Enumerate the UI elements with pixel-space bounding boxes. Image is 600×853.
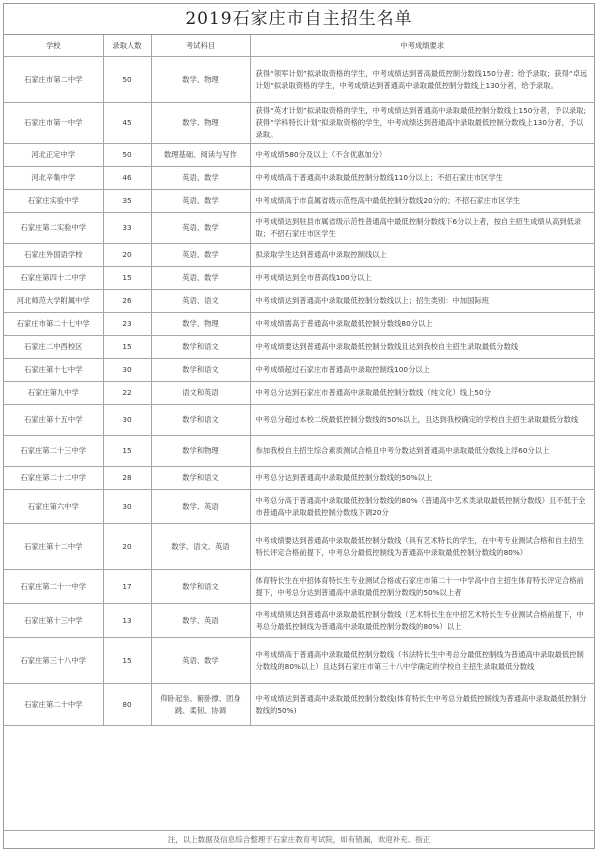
- count-cell: 15: [103, 267, 151, 290]
- table-row: [4, 144, 594, 167]
- table-row: [4, 57, 594, 103]
- school-cell: 石家庄第四十二中学: [4, 267, 103, 290]
- count-cell: 15: [103, 436, 151, 467]
- school-cell: 河北正定中学: [4, 144, 103, 167]
- count-cell: 30: [103, 405, 151, 436]
- count-cell: 30: [103, 490, 151, 524]
- count-cell: 17: [103, 570, 151, 604]
- table-row: [4, 103, 594, 144]
- subjects-cell: 英语、数学: [151, 267, 250, 290]
- admission-table: [4, 35, 594, 726]
- subjects-cell: 数学和物理: [151, 436, 250, 467]
- table-row: [4, 213, 594, 244]
- school-cell: 石家庄市第二中学: [4, 57, 103, 103]
- requirement-cell: 中考成绩须达到普通高中录取最低控制分数线（艺术特长生在中招艺术特长生专业测试合格前提下，中考总分最低控制线为普通高中录取最低控制分数线的80%）以上: [250, 604, 594, 638]
- subjects-cell: 数学和语文: [151, 405, 250, 436]
- header-row: [4, 35, 594, 57]
- requirement-cell: 中考成绩580分及以上（不含优惠加分）: [250, 144, 594, 167]
- count-cell: 50: [103, 57, 151, 103]
- count-cell: 26: [103, 290, 151, 313]
- subjects-cell: 数学和语文: [151, 359, 250, 382]
- admission-table-frame: [3, 3, 595, 849]
- footnote: 注，以上数据及信息综合整理于石家庄教育考试院，如有错漏，欢迎补充、指正: [4, 830, 594, 848]
- subjects-cell: 数学、英语: [151, 490, 250, 524]
- subjects-cell: 数学、物理: [151, 313, 250, 336]
- count-cell: 35: [103, 190, 151, 213]
- school-cell: 石家庄第二十一中学: [4, 570, 103, 604]
- count-cell: 13: [103, 604, 151, 638]
- table-row: [4, 570, 594, 604]
- requirement-cell: 中考成绩要达到普通高中录取最低控制分数线且达到我校自主招生录取最低分数线: [250, 336, 594, 359]
- school-cell: 石家庄市第一中学: [4, 103, 103, 144]
- table-row: [4, 684, 594, 726]
- school-cell: 石家庄二中西校区: [4, 336, 103, 359]
- count-cell: 22: [103, 382, 151, 405]
- school-cell: 石家庄第二实验中学: [4, 213, 103, 244]
- table-row: [4, 190, 594, 213]
- school-cell: 石家庄第十五中学: [4, 405, 103, 436]
- subjects-cell: 数学和语文: [151, 570, 250, 604]
- requirement-cell: 拟录取学生达到普通高中录取控制线以上: [250, 244, 594, 267]
- school-cell: 石家庄外国语学校: [4, 244, 103, 267]
- requirement-cell: 中考成绩要达到普通高中录取最低控制分数线（具有艺术特长的学生，在中考专业测试合格和自主招生特长评定合格前提下，中考总分最低控制线为普通高中录取最低控制分数线的80%）: [250, 524, 594, 570]
- subjects-cell: 英语、数学: [151, 638, 250, 684]
- header-count: 录取人数: [103, 35, 151, 57]
- table-row: [4, 290, 594, 313]
- school-cell: 石家庄第十二中学: [4, 524, 103, 570]
- table-row: [4, 167, 594, 190]
- requirement-cell: 中考总分达到石家庄市普通高中录取最低控制分数线（纯文化）线上50分: [250, 382, 594, 405]
- count-cell: 46: [103, 167, 151, 190]
- school-cell: 石家庄第二十三中学: [4, 436, 103, 467]
- header-requirement: 中考成绩要求: [250, 35, 594, 57]
- requirement-cell: 中考成绩需高于普通高中录取最低控制分数线80分以上: [250, 313, 594, 336]
- school-cell: 石家庄市第二十七中学: [4, 313, 103, 336]
- school-cell: 石家庄第二十中学: [4, 684, 103, 726]
- requirement-cell: 中考成绩高于市直属省级示范性高中最低控制分数线20分的；不招石家庄市区学生: [250, 190, 594, 213]
- requirement-cell: 中考成绩达到驻县市属省级示范性普通高中最低控制分数线下6分以上者，按自主招生成绩从高到低录取；不招石家庄市区学生: [250, 213, 594, 244]
- table-row: [4, 313, 594, 336]
- requirement-cell: 中考成绩高于普通高中录取最低控制分数线110分以上；不招石家庄市区学生: [250, 167, 594, 190]
- table-row: [4, 405, 594, 436]
- subjects-cell: 英语、数学: [151, 244, 250, 267]
- subjects-cell: 英语、数学: [151, 190, 250, 213]
- count-cell: 80: [103, 684, 151, 726]
- page-title: 2019石家庄市自主招生名单: [4, 4, 594, 35]
- requirement-cell: 中考成绩达到全市普高线100分以上: [250, 267, 594, 290]
- subjects-cell: 数学、语文、英语: [151, 524, 250, 570]
- requirement-cell: 中考成绩高于普通高中录取最低控制分数线（书法特长生中考总分最低控制线为普通高中录取最低控制分数线的80%以上）且达到石家庄市第三十八中学确定的学校自主招生录取最低分数线: [250, 638, 594, 684]
- school-cell: 石家庄第十七中学: [4, 359, 103, 382]
- school-cell: 河北师范大学附属中学: [4, 290, 103, 313]
- subjects-cell: 英语、语文: [151, 290, 250, 313]
- count-cell: 45: [103, 103, 151, 144]
- subjects-cell: 数学和语文: [151, 467, 250, 490]
- subjects-cell: 语文和英语: [151, 382, 250, 405]
- requirement-cell: 体育特长生在中招体育特长生专业测试合格或石家庄市第二十一中学高中自主招生体育特长评定合格前提下，中考总分达到普通高中录取最低控制分数线的50%以上者: [250, 570, 594, 604]
- count-cell: 23: [103, 313, 151, 336]
- table-row: [4, 638, 594, 684]
- school-cell: 河北辛集中学: [4, 167, 103, 190]
- subjects-cell: 数学、英语: [151, 604, 250, 638]
- count-cell: 20: [103, 244, 151, 267]
- school-cell: 石家庄第十三中学: [4, 604, 103, 638]
- school-cell: 石家庄第三十八中学: [4, 638, 103, 684]
- subjects-cell: 英语、数学: [151, 167, 250, 190]
- count-cell: 33: [103, 213, 151, 244]
- table-row: [4, 382, 594, 405]
- requirement-cell: 中考成绩达到普通高中录取最低控制分数线(体育特长生中考总分最低控制线为普通高中录取最低控制分数线的50%): [250, 684, 594, 726]
- count-cell: 15: [103, 336, 151, 359]
- table-row: [4, 267, 594, 290]
- count-cell: 50: [103, 144, 151, 167]
- requirement-cell: 中考成绩超过石家庄市普通高中录取控制线100分以上: [250, 359, 594, 382]
- subjects-cell: 数学、物理: [151, 103, 250, 144]
- requirement-cell: 参加我校自主招生综合素质测试合格且中考分数达到普通高中录取最低分数线上浮60分以上: [250, 436, 594, 467]
- subjects-cell: 数理基础、阅读与写作: [151, 144, 250, 167]
- count-cell: 30: [103, 359, 151, 382]
- table-row: [4, 436, 594, 467]
- requirement-cell: 中考总分超过本校二统最低控制分数线的50%以上，且达到我校确定的学校自主招生录取最低分数线: [250, 405, 594, 436]
- requirement-cell: 获得“领军计划”拟录取资格的学生，中考成绩达到普高最低控制分数线150分者；给予录取；获得“卓远计划”拟录取资格的学生，中考成绩达到普通高中录取最低控制分数线上130分者，给予录取。: [250, 57, 594, 103]
- subjects-cell: 数学和语文: [151, 336, 250, 359]
- header-school: 学校: [4, 35, 103, 57]
- count-cell: 20: [103, 524, 151, 570]
- table-row: [4, 244, 594, 267]
- subjects-cell: 仰卧起坐、俯卧撑、团身跳、柔韧、协调: [151, 684, 250, 726]
- school-cell: 石家庄实验中学: [4, 190, 103, 213]
- requirement-cell: 获得“英才计划”拟录取资格的学生，中考成绩达到普通高中录取最低控制分数线上150分者，予以录取;获得“学科特长计划”拟录取资格的学生，中考成绩达到普通高中录取最低控制分数线上130分者，予以录取。: [250, 103, 594, 144]
- table-row: [4, 604, 594, 638]
- table-row: [4, 490, 594, 524]
- table-row: [4, 467, 594, 490]
- school-cell: 石家庄第二十二中学: [4, 467, 103, 490]
- count-cell: 28: [103, 467, 151, 490]
- school-cell: 石家庄第九中学: [4, 382, 103, 405]
- requirement-cell: 中考总分达到普通高中录取最低控制分数线的50%以上: [250, 467, 594, 490]
- count-cell: 15: [103, 638, 151, 684]
- header-subjects: 考试科目: [151, 35, 250, 57]
- requirement-cell: 中考总分高于普通高中录取最低控制分数线的80%（普通高中艺术类录取最低控制分数线）且不低于全市普通高中录取最低控制分数线下调20分: [250, 490, 594, 524]
- table-row: [4, 524, 594, 570]
- requirement-cell: 中考成绩达到普通高中录取最低控制分数线以上；招生类别：中加国际班: [250, 290, 594, 313]
- table-row: [4, 359, 594, 382]
- subjects-cell: 数学、物理: [151, 57, 250, 103]
- table-row: [4, 336, 594, 359]
- subjects-cell: 英语、数学: [151, 213, 250, 244]
- school-cell: 石家庄第六中学: [4, 490, 103, 524]
